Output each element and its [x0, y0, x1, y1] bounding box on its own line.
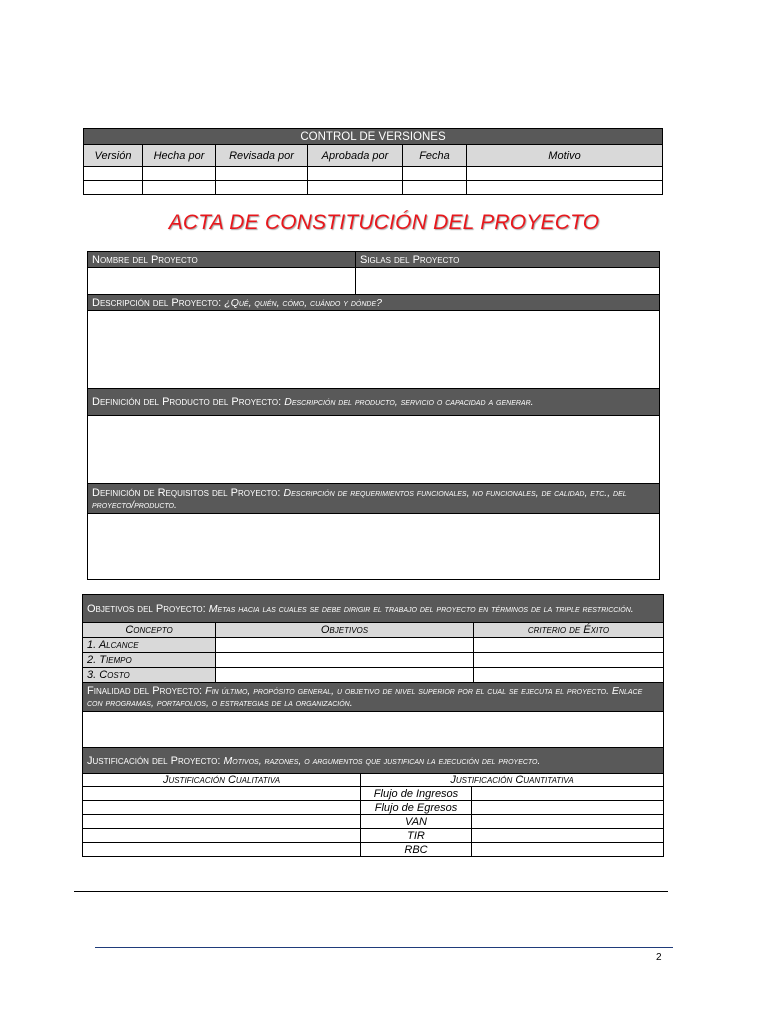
tir-label: TIR — [361, 829, 472, 843]
producto-hint: Descripción del producto, servicio o capacidad a generar. — [284, 396, 534, 408]
version-row[interactable] — [84, 181, 663, 195]
col-fecha: Fecha — [403, 145, 467, 167]
col-cuantitativa: Justificación Cuantitativa — [361, 774, 664, 787]
tiempo-objetivo-field[interactable] — [216, 653, 474, 668]
alcance-criterio-field[interactable] — [474, 638, 664, 653]
col-cualitativa: Justificación Cualitativa — [83, 774, 361, 787]
nombre-field[interactable] — [88, 268, 356, 295]
cualitativa-field[interactable] — [83, 829, 361, 843]
cualitativa-field[interactable] — [83, 815, 361, 829]
nombre-label: Nombre del Proyecto — [88, 252, 356, 268]
footer-rule — [74, 891, 668, 892]
van-label: VAN — [361, 815, 472, 829]
col-aprobada-por: Aprobada por — [308, 145, 403, 167]
project-charter-table — [87, 251, 660, 580]
flujo-egresos-label: Flujo de Egresos — [361, 801, 472, 815]
descripcion-hint: ¿Qué, quién, cómo, cuándo y dónde? — [224, 296, 382, 309]
col-hecha-por: Hecha por — [143, 145, 216, 167]
objetivos-hint: Metas hacia las cuales se debe dirigir el trabajo del proyecto en términos de la triple restricción. — [208, 602, 634, 615]
requisitos-label: Definición de Requisitos del Proyecto: — [92, 486, 281, 499]
tir-field[interactable] — [472, 829, 664, 843]
alcance-objetivo-field[interactable] — [216, 638, 474, 653]
objetivos-label: Objetivos del Proyecto: — [87, 602, 206, 615]
finalidad-hint: Fin último, propósito general, u objetivo de nivel superior por el cual se ejecuta el proyecto. Enlace con programas, portafolios, o estrategias de la organización. — [87, 685, 643, 709]
costo-objetivo-field[interactable] — [216, 668, 474, 683]
version-row[interactable] — [84, 167, 663, 181]
siglas-label: Siglas del Proyecto — [356, 252, 660, 268]
objectives-table — [82, 594, 664, 857]
rbc-label: RBC — [361, 843, 472, 857]
requisitos-field[interactable] — [88, 514, 660, 580]
descripcion-field[interactable] — [88, 311, 660, 389]
costo-criterio-field[interactable] — [474, 668, 664, 683]
footer-line — [95, 947, 673, 948]
col-concepto: Concepto — [83, 623, 216, 638]
flujo-ingresos-field[interactable] — [472, 787, 664, 801]
flujo-ingresos-label: Flujo de Ingresos — [361, 787, 472, 801]
van-field[interactable] — [472, 815, 664, 829]
justificacion-hint: Motivos, razones, o argumentos que justifican la ejecución del proyecto. — [223, 754, 541, 767]
cualitativa-field[interactable] — [83, 787, 361, 801]
cualitativa-field[interactable] — [83, 801, 361, 815]
requisitos-hint: Descripción de requerimientos funcionales, no funcionales, de calidad, etc., del proyecto/producto. — [92, 486, 627, 511]
col-revisada-por: Revisada por — [216, 145, 308, 167]
col-motivo: Motivo — [467, 145, 663, 167]
col-criterio: criterio de Éxito — [474, 623, 664, 638]
producto-field[interactable] — [88, 416, 660, 484]
col-objetivos: Objetivos — [216, 623, 474, 638]
version-control-title: CONTROL DE VERSIONES — [84, 129, 663, 145]
finalidad-field[interactable] — [83, 712, 664, 748]
row-alcance: 1. Alcance — [83, 638, 216, 653]
page-number: 2 — [656, 952, 662, 963]
justificacion-label: Justificación del Proyecto: — [87, 754, 221, 767]
producto-label: Definición del Producto del Proyecto: — [92, 396, 282, 408]
rbc-field[interactable] — [472, 843, 664, 857]
version-control-table — [83, 128, 663, 195]
document-title: ACTA DE CONSTITUCIÓN DEL PROYECTO — [168, 211, 600, 234]
row-tiempo: 2. Tiempo — [83, 653, 216, 668]
col-version: Versión — [84, 145, 143, 167]
row-costo: 3. Costo — [83, 668, 216, 683]
cualitativa-field[interactable] — [83, 843, 361, 857]
flujo-egresos-field[interactable] — [472, 801, 664, 815]
descripcion-label: Descripción del Proyecto: — [92, 296, 222, 309]
tiempo-criterio-field[interactable] — [474, 653, 664, 668]
siglas-field[interactable] — [356, 268, 660, 295]
finalidad-label: Finalidad del Proyecto: — [87, 685, 203, 697]
